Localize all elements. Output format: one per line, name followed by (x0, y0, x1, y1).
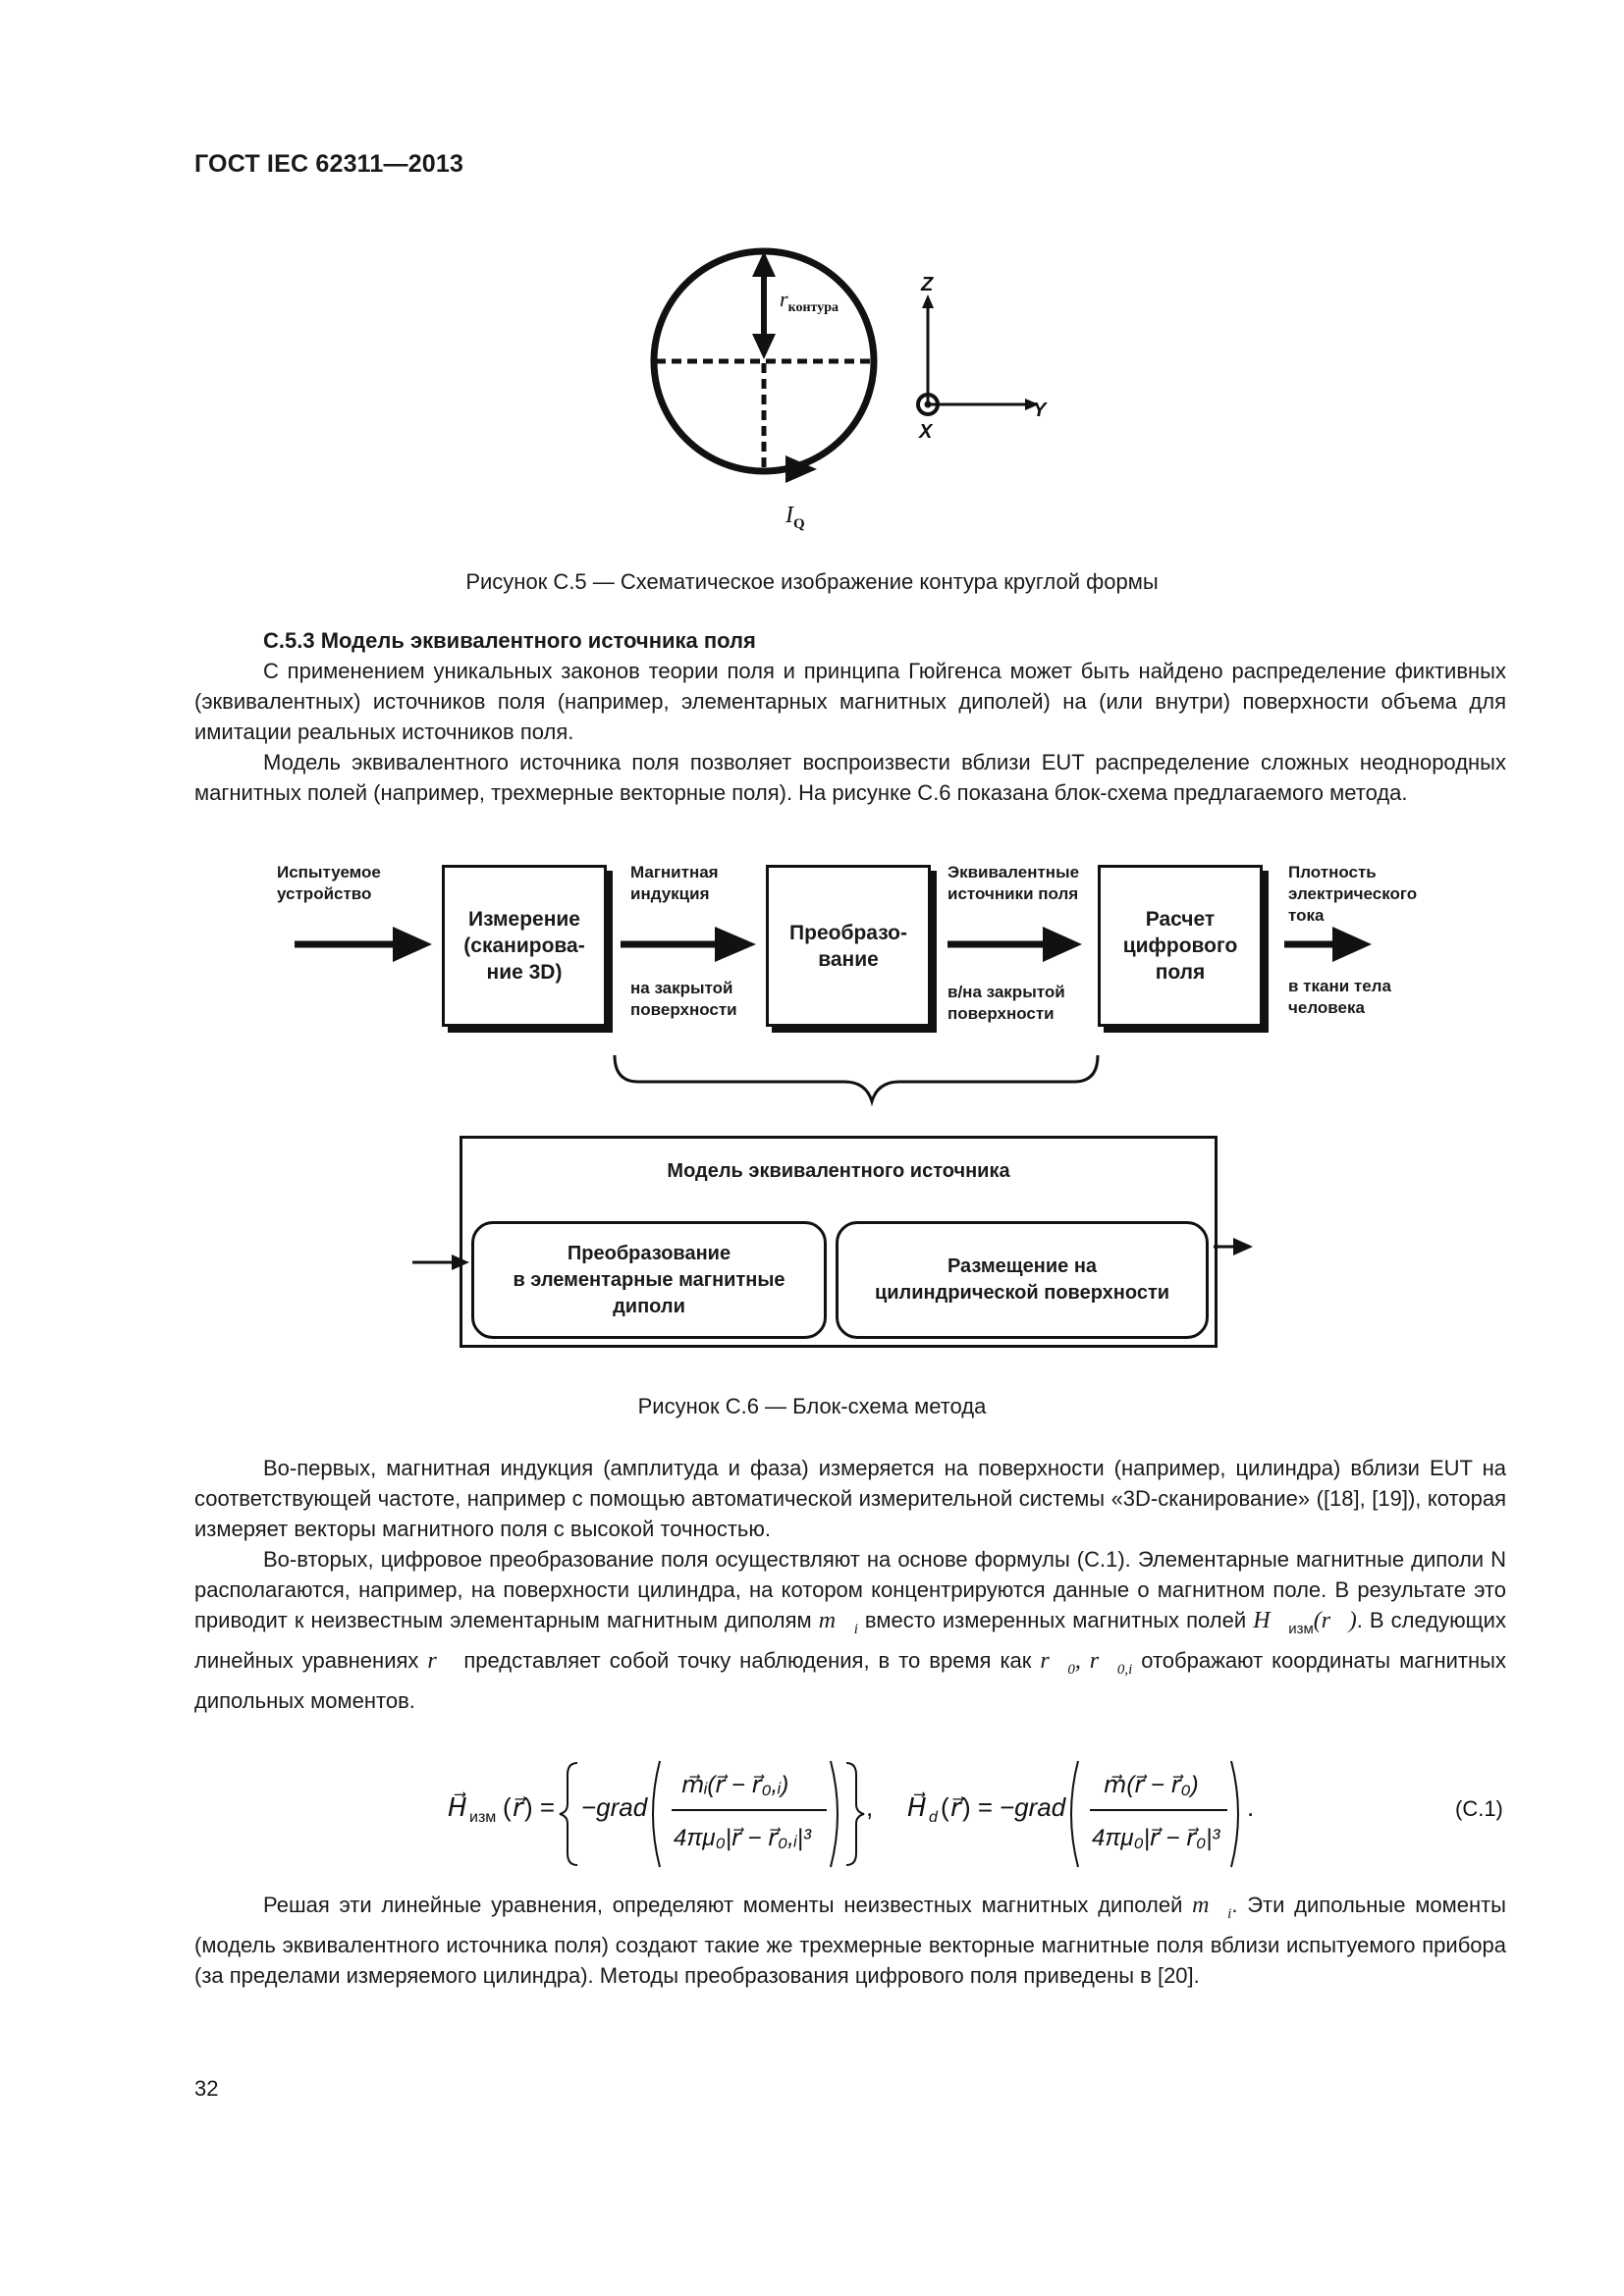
svg-text:m⃗(r⃗ − r⃗₀): m⃗(r⃗ − r⃗₀) (1104, 1772, 1199, 1798)
arrow2-top-label: Эквивалентные источники поля (947, 863, 1080, 903)
axis-y-label: Y (1033, 400, 1047, 421)
axis-z-label: Z (921, 274, 934, 295)
output-top-label: Плотность электрического тока (1288, 863, 1418, 925)
output-bottom-label: в ткани тела человека (1288, 977, 1391, 1017)
paragraph-3: Во-первых, магнитная индукция (амплитуда и фаза) измеряется на поверхности (например, цилиндра) вблизи EUT на соответствующей частоте, например с помощью автоматической измерительной системы «3D-сканирование» ([18], [19]), которая измеряет векторы магнитного поля с высокой точностью. (194, 1456, 1506, 1541)
r-contour-label: $r_{контура}$ (780, 287, 839, 315)
input-label: Испытуемое устройство (277, 863, 381, 903)
model-io-arrows (0, 854, 1624, 1374)
radius-arrow-head-top (752, 251, 776, 277)
svg-text:.: . (1247, 1792, 1255, 1822)
svg-text:H⃗: H⃗ (907, 1792, 927, 1822)
axis-x-label: X (919, 421, 933, 443)
paragraph-5: Решая эти линейные уравнения, определяют моменты неизвестных магнитных диполей $m⃗_i$. Эти дипольные моменты (модель эквивалентного источника поля) создают такие же трехмерные векторные магнитные поля вблизи испытуемого прибора (за пределами измеряемого цилиндра). Методы преобразования цифрового поля приведены в [20]. (194, 1893, 1506, 1988)
cylindrical-placement-box: Размещение на цилиндрической поверхности (836, 1221, 1209, 1339)
r0-symbols: $r⃗_0$, $r⃗_{0,i}$ (1040, 1647, 1133, 1678)
r-vector-symbol: r⃗ (427, 1647, 456, 1674)
svg-text:) =: ) = (524, 1792, 556, 1822)
paragraph-1: С применением уникальных законов теории поля и принципа Гюйгенса может быть найдено распределение фиктивных (эквивалентных) источников поля (например, элементарных магнитных диполей) на (или внутри) поверхности объема для имитации реальных источников поля. (194, 659, 1506, 744)
x-axis-dot (925, 401, 932, 408)
svg-text:d: d (929, 1809, 938, 1826)
page-number: 32 (194, 2076, 219, 2101)
svg-text:H⃗: H⃗ (448, 1792, 467, 1822)
radius-arrow-head-bottom (752, 334, 776, 359)
svg-text:−grad: −grad (1000, 1792, 1066, 1822)
arrow1-top-label: Магнитная индукция (630, 863, 719, 903)
digital-field-box: Расчет цифрового поля (1098, 865, 1263, 1027)
transformation-box: Преобразо- вание (766, 865, 931, 1027)
svg-text:изм: изм (469, 1809, 497, 1826)
figure-c6-block-diagram (0, 854, 1624, 1374)
svg-text:4πμ₀|r⃗ − r⃗₀,ᵢ|³: 4πμ₀|r⃗ − r⃗₀,ᵢ|³ (674, 1825, 812, 1851)
arrow2-bottom-label: в/на закрытой поверхности (947, 983, 1065, 1023)
h-measured-symbol: $H⃗_{изм}(r⃗)$ (1253, 1608, 1357, 1637)
svg-text:(: ( (503, 1792, 512, 1822)
paragraph-4: Во-вторых, цифровое преобразование поля осуществляют на основе формулы (С.1). Элементарные магнитные диполи N располагаются, например, на поверхности цилиндра, на котором концентрируются данные о магнитном поле. В результате это приводит к неизвестным элементарным магнитным диполям $m⃗_i$ вместо измеренных магнитных полей $H⃗_{изм}(r⃗)$. В следующих линейных уравнениях r⃗ представляет собой точку наблюдения, в то время как $r⃗_0$, $r⃗_{0,i}$ отображают координаты магнитных дипольных моментов. (194, 1547, 1506, 1713)
dipole-moment-symbol-2: $m⃗_i$ (1192, 1893, 1232, 1922)
arrow1-bottom-label: на закрытой поверхности (630, 979, 737, 1019)
dipole-moment-symbol: $m⃗_i$ (818, 1608, 858, 1637)
document-header: ГОСТ IEC 62311—2013 (194, 150, 464, 178)
measurement-box: Измерение (сканирова- ние 3D) (442, 865, 607, 1027)
equation-number: (С.1) (1455, 1796, 1503, 1821)
section-title: С.5.3 Модель эквивалентного источника поля (263, 628, 756, 653)
svg-text:r⃗: r⃗ (950, 1792, 961, 1822)
svg-text:m⃗ᵢ(r⃗ − r⃗₀,ᵢ): m⃗ᵢ(r⃗ − r⃗₀,ᵢ) (681, 1772, 789, 1798)
svg-text:r⃗: r⃗ (513, 1792, 523, 1822)
figure-c5-contour-diagram (550, 216, 1100, 540)
svg-text:4πμ₀|r⃗ − r⃗₀|³: 4πμ₀|r⃗ − r⃗₀|³ (1092, 1825, 1220, 1851)
svg-text:,: , (866, 1792, 874, 1822)
svg-text:(: ( (941, 1792, 949, 1822)
z-axis-arrowhead (922, 294, 934, 308)
dipole-transform-box: Преобразование в элементарные магнитные диполи (471, 1221, 827, 1339)
figure-c5-caption: Рисунок С.5 — Схематическое изображение контура круглой формы (465, 569, 1159, 594)
figure-c6-caption: Рисунок С.6 — Блок-схема метода (637, 1394, 987, 1418)
svg-text:−grad: −grad (581, 1792, 648, 1822)
formula-c1 (442, 1749, 1522, 1877)
paragraph-2: Модель эквивалентного источника поля позволяет воспроизвести вблизи EUT распределение сложных неоднородных магнитных полей (например, трехмерные векторные поля). На рисунке С.6 показана блок-схема предлагаемого метода. (194, 750, 1506, 805)
model-title: Модель эквивалентного источника (667, 1160, 1010, 1182)
svg-text:) =: ) = (962, 1792, 994, 1822)
iq-label: $I_Q$ (785, 503, 805, 532)
